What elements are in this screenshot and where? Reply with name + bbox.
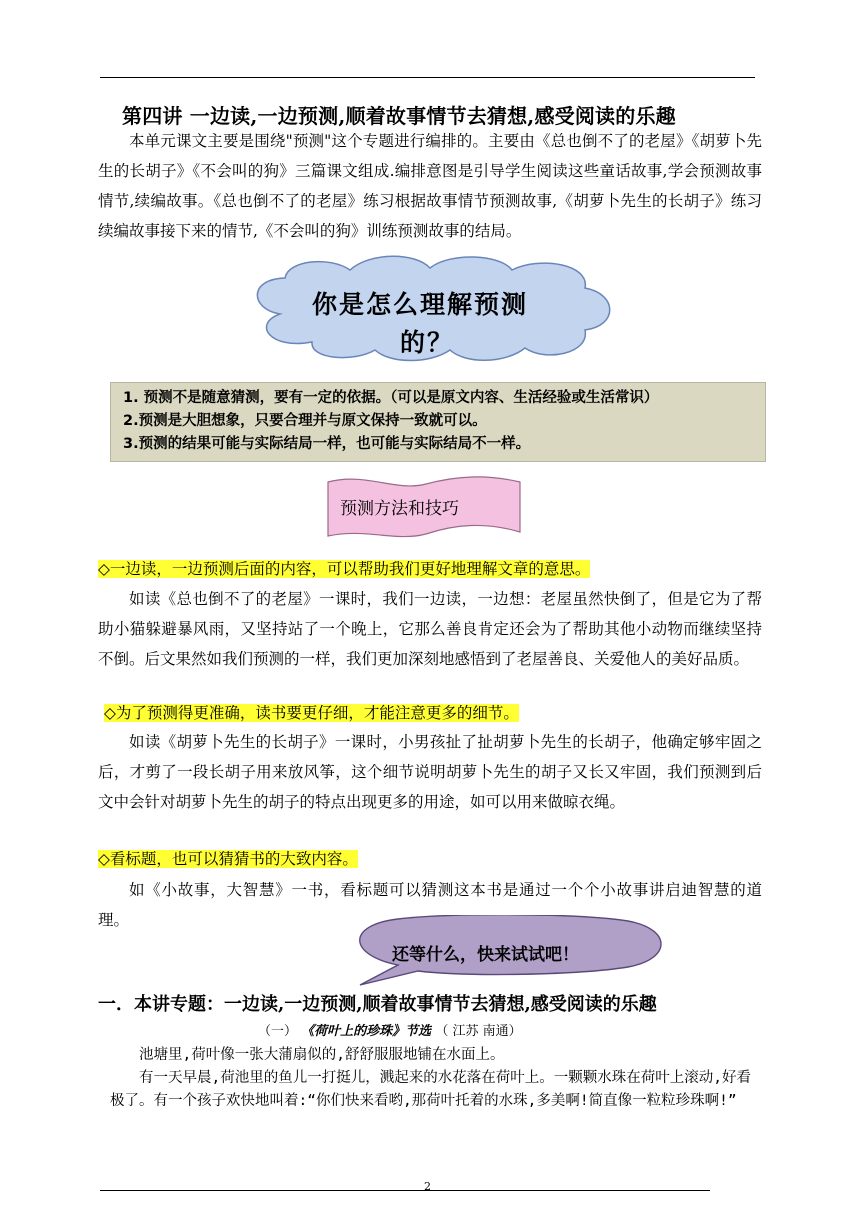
tip-heading-text: ◇看标题，也可以猜猜书的大致内容。 [98,850,358,868]
flag-label: 预测方法和技巧 [340,499,459,519]
cloud-question-line1: 你是怎么理解预测 [312,290,529,319]
point-item: 3.预测的结果可能与实际结局一样，也可能与实际结局不一样。 [123,436,531,452]
excerpt-line: 池塘里,荷叶像一张大蒲扇似的,舒舒服服地铺在水面上。 [139,1047,505,1063]
bubble-text: 还等什么，快来试试吧！ [392,945,579,965]
tip-body: 如读《总也倒不了的老屋》一课时，我们一边读，一边想：老屋虽然快倒了，但是它为了帮助小猫躲避暴风雨，又坚持站了一个晚上，它那么善良肯定还会为了帮助其他小动物而继续坚持不倒。后文果然如我们预测的一样，我们更加深刻地感悟到了老屋善良、关爱他人的美好品质。 [98,590,762,668]
footer-rule [100,1190,710,1191]
cloud-question-line2: 的？ [400,328,455,357]
subtitle-book: 《荷叶上的珍珠》节选 [301,1024,432,1039]
header-rule [100,77,755,78]
tip-heading-text: ◇为了预测得更准确，读书要更仔细，才能注意更多的细节。 [104,704,519,722]
tip-heading-text: ◇一边读，一边预测后面的内容，可以帮助我们更好地理解文章的意思。 [98,560,591,578]
point-item: 2.预测是大胆想象，只要合理并与原文保持一致就可以。 [123,413,487,429]
section-subtitle [258,1020,522,1039]
subtitle-source: （ 江苏 南通） [435,1024,522,1039]
intro-paragraph: 本单元课文主要是围绕"预测"这个专题进行编排的。主要由《总也倒不了的老屋》《胡萝卜先生的长胡子》《不会叫的狗》三篇课文组成.编排意图是引导学生阅读这些童话故事,学会预测故事情节,续编故事。《总也倒不了的老屋》练习根据故事情节预测故事,《胡萝卜先生的长胡子》练习续编故事接下来的情节,《不会叫的狗》训练预测故事的结局。 [98,132,762,240]
tip-heading [104,700,519,726]
points-box [110,382,766,462]
section-title: 一．本讲专题：一边读,一边预测,顺着故事情节去猜想,感受阅读的乐趣 [98,994,657,1015]
tip-body: 如读《胡萝卜先生的长胡子》一课时，小男孩扯了扯胡萝卜先生的长胡子，他确定够牢固之后，才剪了一段长胡子用来放风筝，这个细节说明胡萝卜先生的胡子又长又牢固，我们预测到后文中会针对胡萝卜先生的胡子的特点出现更多的用途，如可以用来做晾衣绳。 [98,733,762,811]
point-item: 1. 预测不是随意猜测，要有一定的依据。（可以是原文内容、生活经验或生活常识） [123,390,659,406]
page-number: 2 [424,1180,431,1193]
subtitle-prefix: （一） [258,1024,298,1039]
tip-heading [98,846,358,872]
excerpt-line: 有一天早晨,荷池里的鱼儿一打挺儿，溅起来的水花落在荷叶上。一颗颗水珠在荷叶上滚动,好看极了。有一个孩子欢快地叫着:“你们快来看哟,那荷叶托着的水珠,多美啊!简直像一粒粒珍珠啊!” [110,1070,751,1109]
cloud-question [312,283,572,365]
page-title: 第四讲 一边读,一边预测,顺着故事情节去猜想,感受阅读的乐趣 [122,104,676,128]
tip-heading [98,556,590,582]
tip-body: 如《小故事，大智慧》一书，看标题可以猜测这本书是通过一个个小故事讲启迪智慧的道理。 [98,881,762,929]
